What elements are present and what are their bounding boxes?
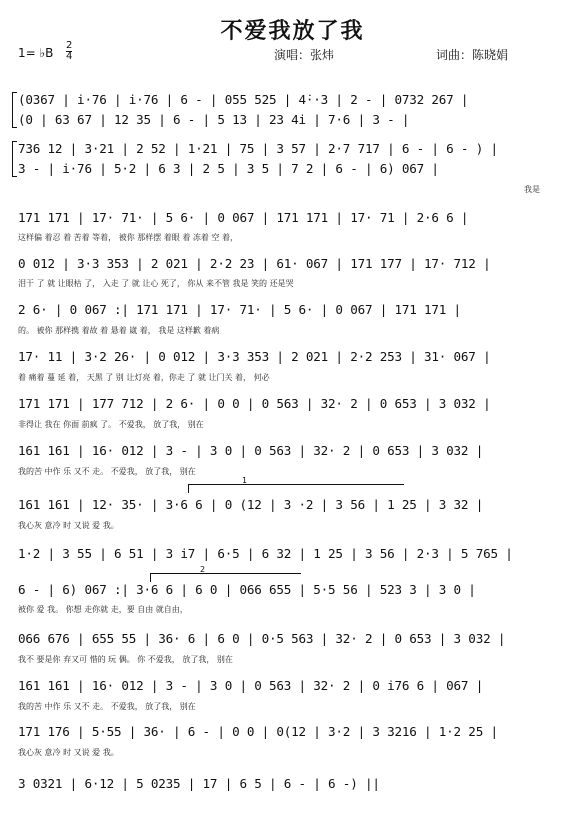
lyric-line: 我不 要是你 弃又可 惜的 玩 偶。 你 不爱我， 放了我， 别在: [18, 655, 233, 664]
lyric-line: 被你 爱 我。 你想 走你就 走，要 自由 就自由，: [18, 605, 188, 614]
score-line: 171 176 | 5·55 | 36· | 6 - | 0 0 | 0(12 | 3·2 | 3 3216 | 1·2 25 |: [18, 724, 498, 739]
score-line: 3 0321 | 6·12 | 5 0235 | 17 | 6 5 | 6 - | 6 -) ||: [18, 776, 380, 791]
meter-bottom: 4: [66, 51, 73, 62]
lyric-line: 我的苦 中作 乐 又不 走。 不爱我， 放了我， 别在: [18, 702, 196, 711]
score-line: 161 161 | 12· 35· | 3·6 6 | 0 (12 | 3 ·2 | 3 56 | 1 25 | 3 32 |: [18, 497, 484, 512]
lyric-line: 非得让 我在 你面 前疯 了。 不爱我， 放了我， 别在: [18, 420, 204, 429]
score-line: 171 171 | 17· 71· | 5 6· | 0 067 | 171 171 | 17· 71 | 2·6 6 |: [18, 210, 469, 225]
system-brace: [12, 141, 17, 177]
singer-credit: 演唱：张炜: [274, 48, 335, 62]
song-title: 不爱我放了我: [220, 19, 365, 44]
author-credit: 词曲：陈晓娟: [436, 48, 509, 62]
key-signature: 1= ♭B: [18, 46, 54, 60]
lyric-line: 这样偏 着忍 着 苦着 等着， 被你 那样摆 着眼 着 冻着 空 着，: [18, 233, 238, 242]
time-signature: [66, 41, 72, 62]
system-brace: [12, 92, 17, 128]
score-line: 161 161 | 16· 012 | 3 - | 3 0 | 0 563 | 32· 2 | 0 i76 6 | 067 |: [18, 678, 484, 693]
score-line: 171 171 | 177 712 | 2 6· | 0 0 | 0 563 | 32· 2 | 0 653 | 3 032 |: [18, 396, 491, 411]
lyric-line: 着 痛着 蔓 延 着， 天黑 了 别 让灯亮 着，你走 了 就 让门关 着， 何必: [18, 373, 270, 382]
score-line: 066 676 | 655 55 | 36· 6 | 6 0 | 0·5 563 | 32· 2 | 0 653 | 3 032 |: [18, 631, 506, 646]
lyric-line: 的。 被你 那样携 着故 着 悬着 崴 着， 我是 这样歉 着病: [18, 326, 220, 335]
score-line: 161 161 | 16· 012 | 3 - | 3 0 | 0 563 | 32· 2 | 0 653 | 3 032 |: [18, 443, 484, 458]
score-line: 3 - | i·76 | 5·2 | 6 3 | 2 5 | 3 5 | 7 2 | 6 - | 6) 067 |: [18, 161, 439, 176]
score-line: 0 012 | 3·3 353 | 2 021 | 2·2 23 | 61· 067 | 171 177 | 17· 712 |: [18, 256, 491, 271]
lyric-line: 我心灰 意冷 时 又说 爱 我。: [18, 521, 119, 530]
lyric-line: 我的苦 中作 乐 又不 走。 不爱我， 放了我， 别在: [18, 467, 196, 476]
volta-bracket-1: [188, 484, 404, 493]
lyric-line: 泪干 了 就 让眼枯 了， 入走 了 就 让心 死了， 你从 来不管 我是 笑的 还是哭: [18, 279, 294, 288]
volta-number-1: 1: [242, 476, 248, 485]
score-line: 736 12 | 3·21 | 2 52 | 1·21 | 75 | 3 57 | 2·7 717 | 6 - | 6 - ) |: [18, 141, 498, 156]
lyric-line: 我是: [524, 185, 540, 194]
score-line: 6 - | 6) 067 :| 3·6 6 | 6 0 | 066 655 | 5·5 56 | 523 3 | 3 0 |: [18, 582, 476, 597]
score-line: (0 | 63 67 | 12 35 | 6 - | 5 13 | 23 4i | 7·6 | 3 - |: [18, 112, 410, 127]
lyric-line: 我心灰 意冷 时 又说 爱 我。: [18, 748, 119, 757]
meter-top: 2: [66, 40, 73, 51]
score-line: 2 6· | 0 067 :| 171 171 | 17· 71· | 5 6· | 0 067 | 171 171 |: [18, 302, 461, 317]
score-line: (0367 | i·76 | i·76 | 6 - | 055 525 | 4̇··3 | 2 - | 0732 267 |: [18, 92, 469, 107]
score-line: 1·2 | 3 55 | 6 51 | 3 i7 | 6·5 | 6 32 | 1 25 | 3 56 | 2·3 | 5 765 |: [18, 546, 513, 561]
score-line: 17· 11 | 3·2 26· | 0 012 | 3·3 353 | 2 021 | 2·2 253 | 31· 067 |: [18, 349, 491, 364]
volta-bracket-2: [150, 573, 301, 582]
volta-number-2: 2: [200, 565, 206, 574]
